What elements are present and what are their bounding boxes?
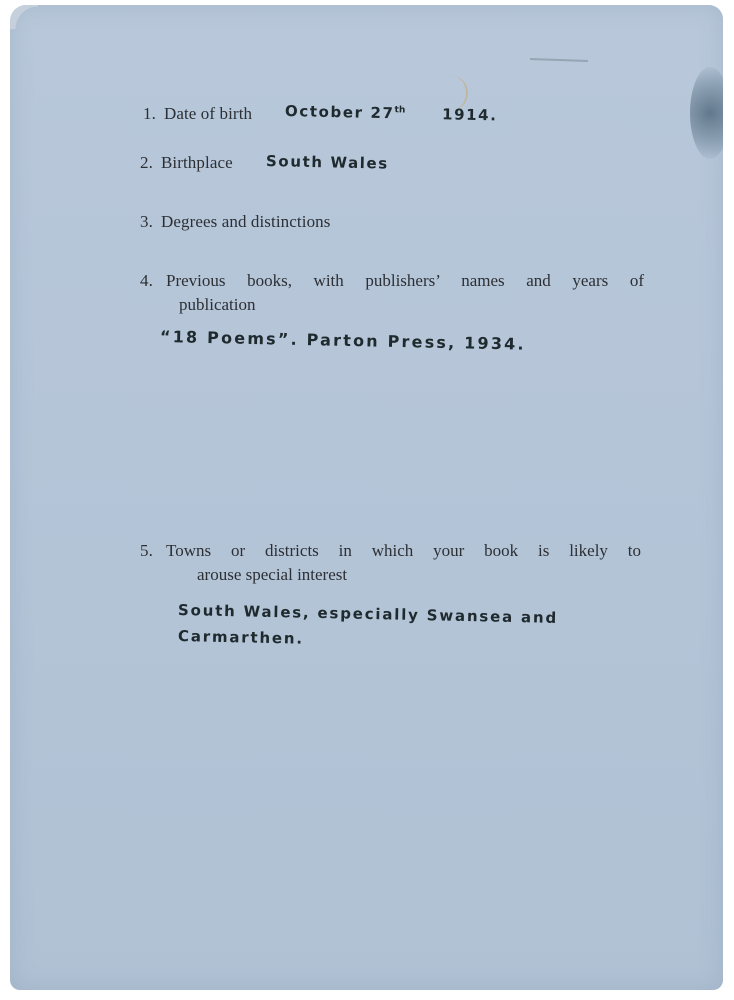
question-number: 4. [140,271,153,290]
question-4-label: Previous books, with publishers’ names and years of [166,271,644,290]
answer-birthplace: South Wales [265,152,390,173]
question-3 [140,212,330,232]
answer-previous-books: “18 Poems”. Parton Press, 1934. [159,327,526,354]
answer-text: October 27 [284,102,395,123]
question-label: Degrees and distinctions [160,212,331,231]
ink-stain [690,67,723,159]
question-number: 3. [140,212,153,231]
question-label: Date of birth [163,104,253,123]
question-number: 1. [143,104,156,123]
question-5-label-cont: arouse special interest [197,565,348,584]
question-5-label: Towns or districts in which your book is likely to [166,541,641,560]
question-5-number [140,541,161,561]
answer-towns-line-1: South Wales, especially Swansea and [177,601,559,627]
answer-towns-line-2: Carmarthen. [177,627,305,648]
pencil-mark [530,58,588,62]
question-1 [143,104,252,124]
answer-year: 1914. [441,105,498,125]
question-2 [140,153,233,173]
question-number: 2. [140,153,153,172]
question-label: Birthplace [160,153,233,172]
questionnaire-card [10,5,723,990]
question-4-label-cont: publication [179,295,256,314]
worn-corner [10,5,38,29]
question-4-number [140,271,161,291]
answer-suffix: th [394,105,406,116]
question-number: 5. [140,541,153,560]
